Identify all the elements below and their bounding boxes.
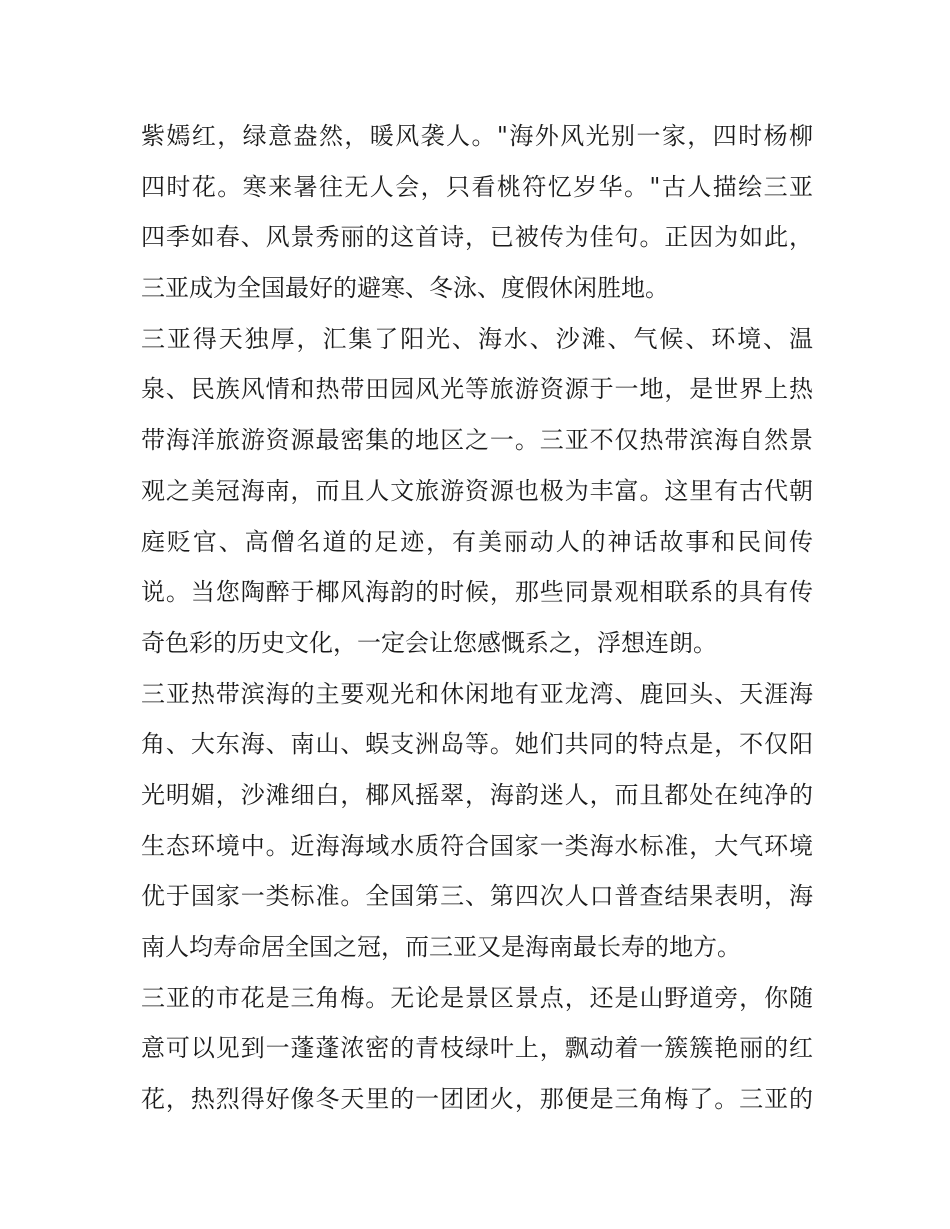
text-line: 优于国家一类标准。全国第三、第四次人口普查结果表明，海 bbox=[141, 882, 813, 911]
text-line: 观之美冠海南，而且人文旅游资源也极为丰富。这里有古代朝 bbox=[141, 476, 813, 505]
text-line: 光明媚，沙滩细白，椰风摇翠，海韵迷人，而且都处在纯净的 bbox=[141, 780, 813, 809]
paragraph-2 bbox=[141, 314, 813, 669]
text-line: 南人均寿命居全国之冠，而三亚又是海南最长寿的地方。 bbox=[141, 933, 741, 961]
text-line: 四时花。寒来暑往无人会，只看桃符忆岁华。"古人描绘三亚 bbox=[141, 172, 813, 201]
text-line: 三亚的市花是三角梅。无论是景区景点，还是山野道旁，你随 bbox=[141, 983, 813, 1012]
text-line: 花，热烈得好像冬天里的一团团火，那便是三角梅了。三亚的 bbox=[141, 1085, 813, 1114]
text-line: 生态环境中。近海海域水质符合国家一类海水标准，大气环境 bbox=[141, 831, 813, 860]
document-page bbox=[141, 111, 813, 1125]
text-line: 紫嫣红，绿意盎然，暖风袭人。"海外风光别一家，四时杨柳 bbox=[141, 122, 813, 150]
paragraph-3 bbox=[141, 669, 813, 973]
text-line: 三亚得天独厚，汇集了阳光、海水、沙滩、气候、环境、温 bbox=[141, 324, 813, 353]
text-line: 三亚成为全国最好的避寒、冬泳、度假休闲胜地。 bbox=[141, 274, 669, 303]
text-line: 奇色彩的历史文化，一定会让您感慨系之，浮想连朗。 bbox=[141, 628, 717, 657]
paragraph-4 bbox=[141, 973, 813, 1125]
text-line: 带海洋旅游资源最密集的地区之一。三亚不仅热带滨海自然景 bbox=[141, 426, 813, 455]
text-line: 说。当您陶醉于椰风海韵的时候，那些同景观相联系的具有传 bbox=[141, 578, 813, 607]
text-line: 泉、民族风情和热带田园风光等旅游资源于一地，是世界上热 bbox=[141, 375, 813, 404]
text-line: 庭贬官、高僧名道的足迹，有美丽动人的神话故事和民间传 bbox=[141, 527, 813, 556]
text-line: 角、大东海、南山、蜈支洲岛等。她们共同的特点是，不仅阳 bbox=[141, 730, 813, 759]
text-line: 三亚热带滨海的主要观光和休闲地有亚龙湾、鹿回头、天涯海 bbox=[141, 679, 813, 708]
text-line: 四季如春、风景秀丽的这首诗，已被传为佳句。正因为如此， bbox=[141, 223, 813, 252]
paragraph-1 bbox=[141, 111, 813, 314]
text-line: 意可以见到一蓬蓬浓密的青枝绿叶上，飘动着一簇簇艳丽的红 bbox=[141, 1034, 813, 1063]
